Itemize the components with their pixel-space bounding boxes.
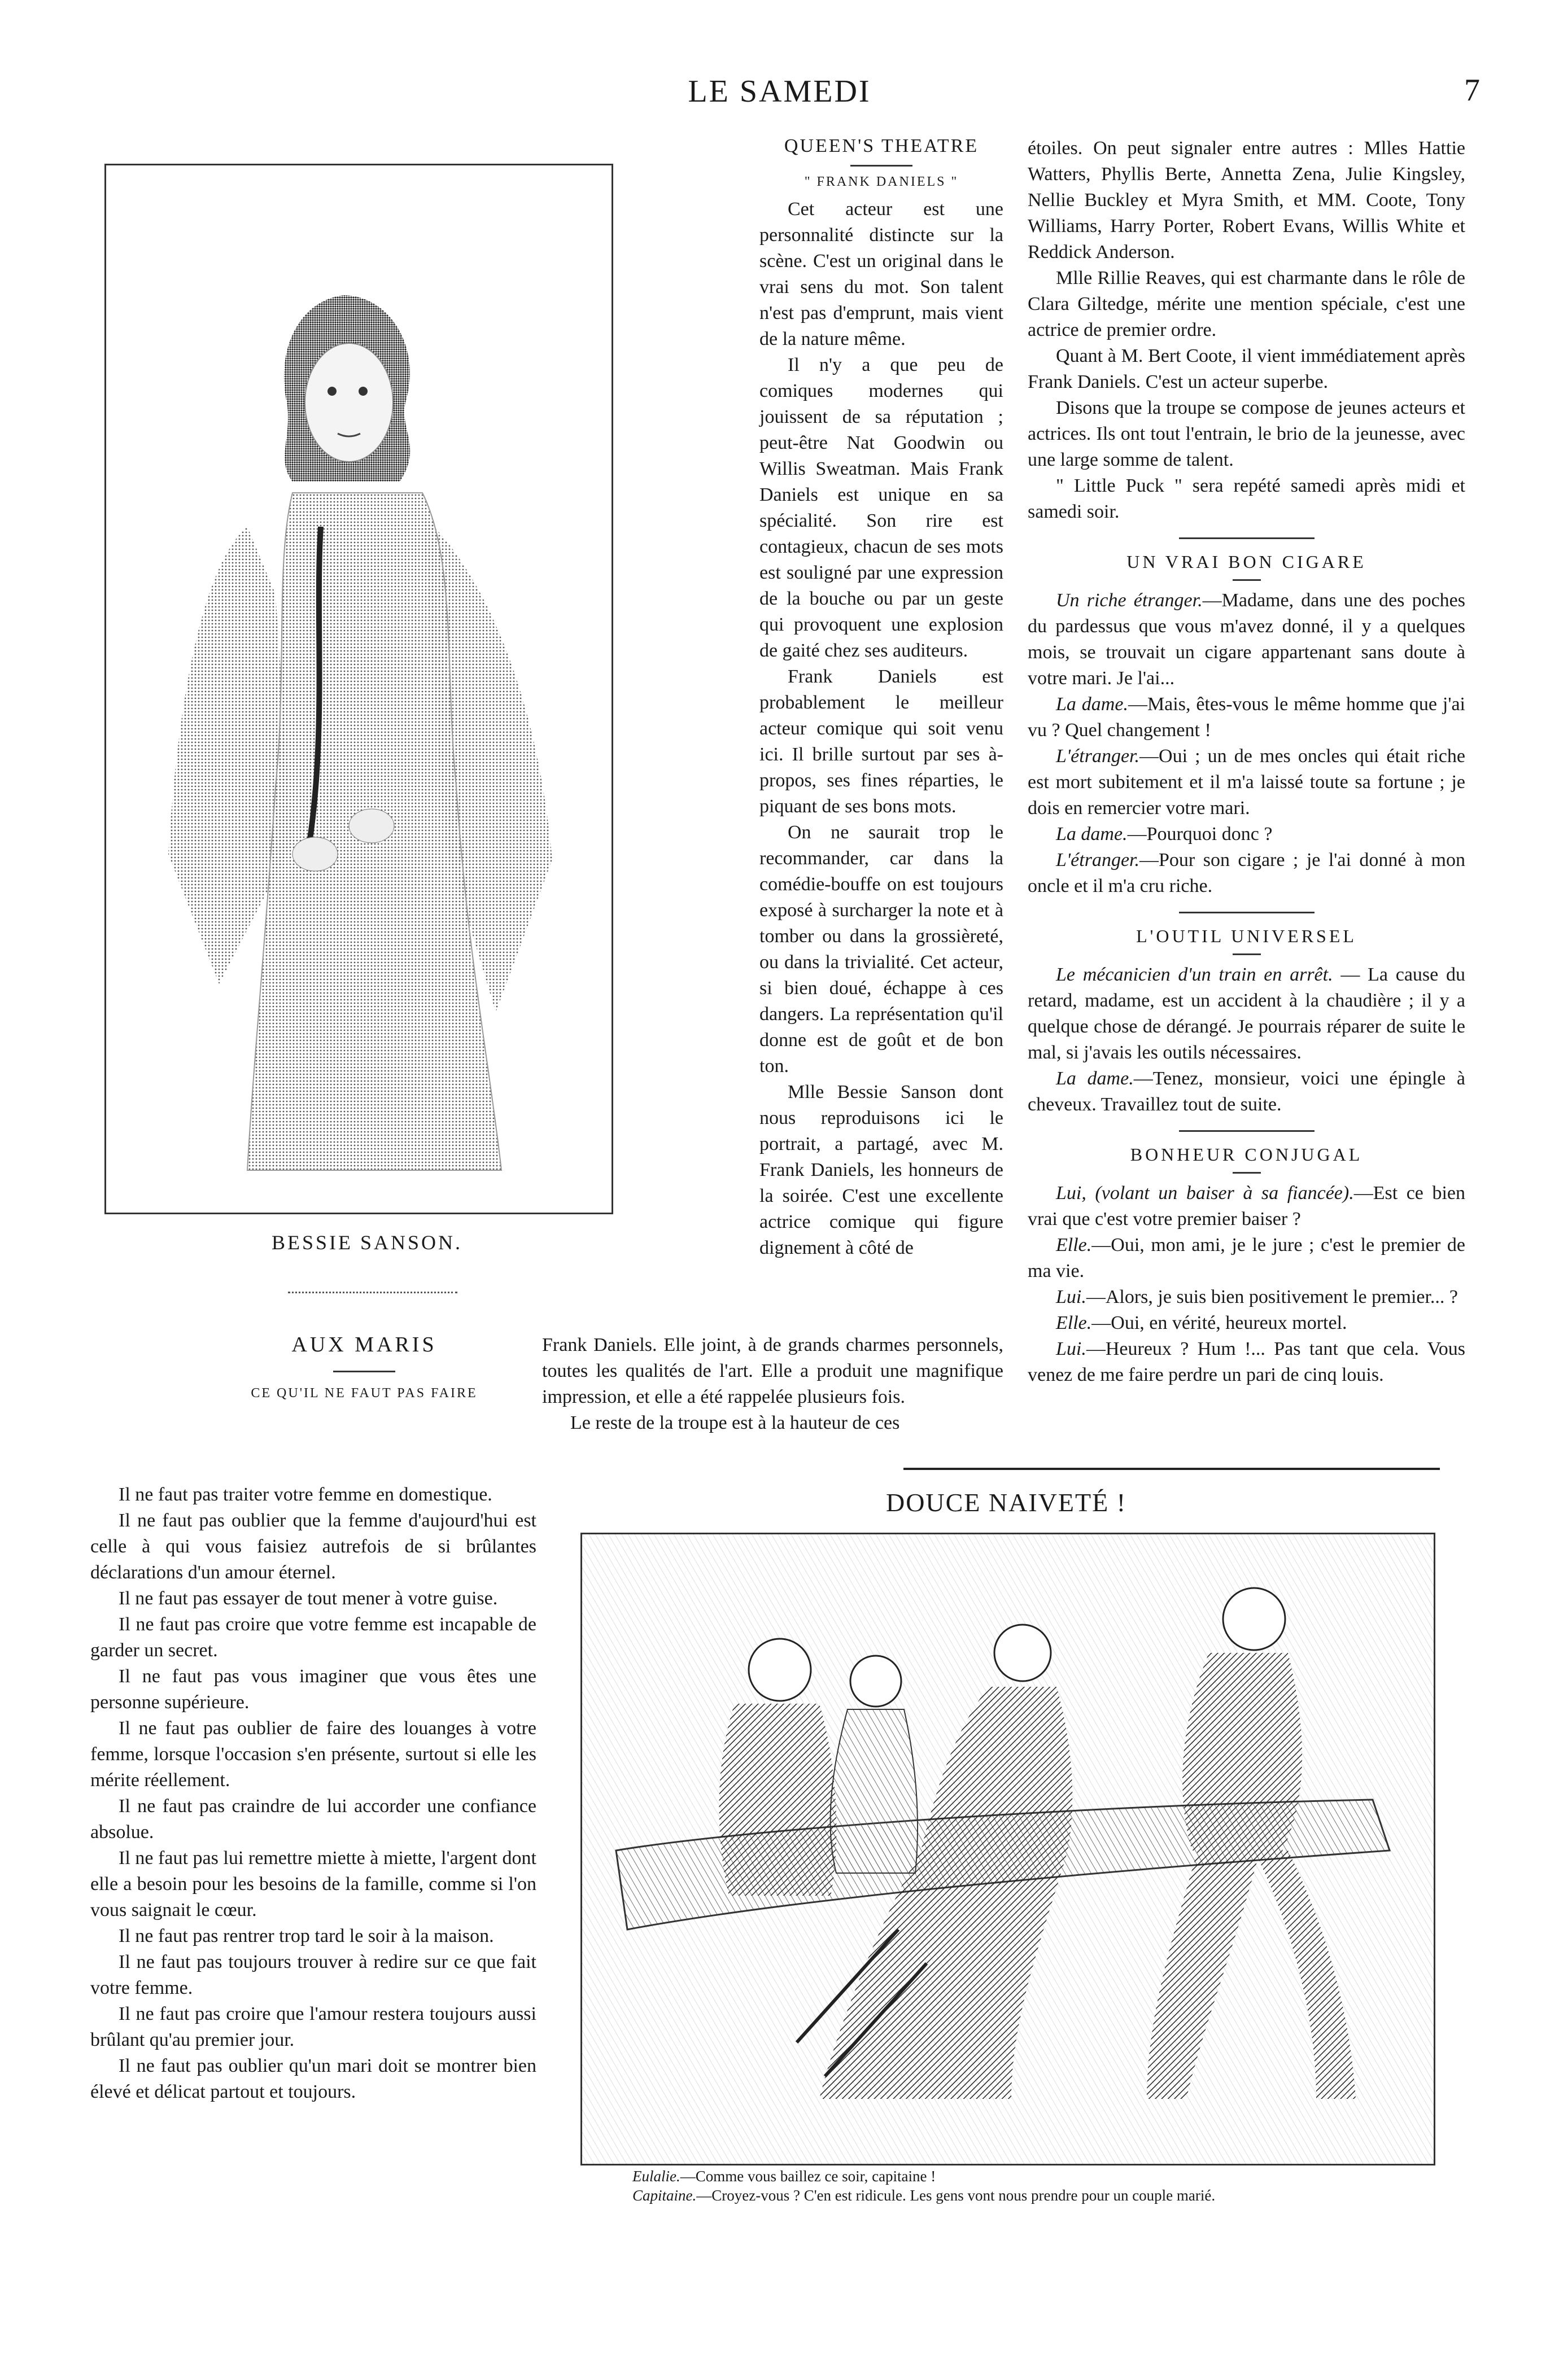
dialogue-line [1028,692,1465,743]
paragraph: Le reste de la troupe est à la hauteur de ces [570,1412,900,1433]
cartoon-caption [632,2167,1434,2205]
paragraph: Il ne faut pas traiter votre femme en domestique. [119,1484,492,1505]
paragraph: Il ne faut pas lui remettre miette à miette, l'argent dont elle a besoin pour les besoins de la famille, comme si l'on vous saignait le cœur. [90,1848,536,1920]
cartoon-illustration [580,1533,1435,2165]
aux-maris-title: AUX MARIS [291,1333,437,1357]
queens-theatre-title: QUEEN'S THEATRE [784,135,979,156]
paragraph: Il ne faut pas oublier que la femme d'aujourd'hui est celle à qui vous faisiez autrefois de si brûlantes déclarations d'un amour éternel. [90,1510,536,1583]
dialogue-text: —Oui ; un de mes oncles qui était riche est mort subitement et il m'a laissé toute sa fortune ; je dois en remercier votre mari. [1028,746,1465,819]
dialogue-text: —Est ce bien vrai que c'est votre premier baiser ? [1028,1183,1465,1230]
dialogue-line [1028,847,1465,899]
separator [1179,537,1315,539]
bonheur-title: BONHEUR CONJUGAL [1130,1144,1363,1165]
dialogue-line [1028,1310,1465,1336]
dialogue-text: —Tenez, monsieur, voici une épingle à cheveux. Travaillez tout de suite. [1028,1068,1465,1115]
cigare-title: UN VRAI BON CIGARE [1126,552,1366,572]
dialogue-line [1028,1180,1465,1232]
dialogue-text: —Pourquoi donc ? [1127,824,1273,845]
dialogue-text: — La cause du retard, madame, est un accident à la chaudière ; il y a quelque chose de dérangé. Je pourrais réparer de suite le mal, si j'avais les outils nécessaires. [1028,964,1465,1063]
speaker: Eulalie. [632,2168,680,2185]
right-column [1028,135,1465,1388]
speaker: L'étranger. [1056,746,1140,767]
paragraph: Il ne faut pas craindre de lui accorder une confiance absolue. [90,1796,536,1843]
speaker: La dame. [1056,1068,1134,1089]
speaker: Capitaine. [632,2187,697,2204]
speaker: Lui, (volant un baiser à sa fiancée). [1056,1183,1354,1204]
page-header-title: LE SAMEDI [688,74,871,109]
speaker: Un riche étranger. [1056,590,1203,611]
dialogue-text: —Madame, dans une des poches du pardessus que vous m'avez donné, il y a quelques mois, se trouvait un cigare appartenant sans doute à votre mari. Je l'ai... [1028,590,1465,689]
paragraph: Il ne faut pas croire que votre femme est incapable de garder un secret. [90,1614,536,1661]
dialogue-text: —Mais, êtes-vous le même homme que j'ai vu ? Quel changement ! [1028,694,1465,741]
bessie-sanson-portrait-image [106,165,612,1213]
caption-line [632,2167,1434,2186]
title-rule [850,165,912,167]
page-number: 7 [1464,73,1480,108]
separator [1179,1130,1315,1132]
aux-maris-subtitle: CE QU'IL NE FAUT PAS FAIRE [251,1386,478,1401]
portrait-photo [104,164,613,1214]
dialogue-text: —Alors, je suis bien positivement le premier... ? [1086,1287,1458,1307]
speaker: L'étranger. [1056,850,1140,870]
speaker: Elle. [1056,1235,1092,1255]
outil-title: L'OUTIL UNIVERSEL [1136,926,1357,946]
speaker: Elle. [1056,1313,1092,1333]
title-rule [1233,953,1261,955]
paragraph: On ne saurait trop le recommander, car dans la comédie-bouffe on est toujours exposé à surcharger la note et à tomber ou dans la grossièreté, ou dans la trivialité. Cet acteur, si bien doué, échappe à ces dangers. La représentation qu'il donne est de goût et de bon ton. [759,822,1003,1077]
dialogue-line [1028,588,1465,692]
title-rule [1233,579,1261,581]
speaker: La dame. [1056,694,1128,715]
queens-theatre-section [759,135,1003,1261]
paragraph: Il ne faut pas essayer de tout mener à votre guise. [119,1588,498,1609]
paragraph: étoiles. On peut signaler entre autres : Mlles Hattie Watters, Phyllis Berte, Annetta Zena, Julie Kingsley, Nellie Buckley et Myra Smith, et MM. Coote, Tony Williams, Harry Porter, Robert Evans, Willis White et Reddick Anderson. [1028,138,1465,262]
dialogue-line [1028,743,1465,821]
speaker: Le mécanicien d'un train en arrêt. [1056,964,1333,985]
dialogue-text: —Heureux ? Hum !... Pas tant que cela. Vous venez de me faire perdre un pari de cinq louis. [1028,1338,1465,1385]
douce-naivete-drawing [582,1534,1434,2164]
separator [288,1292,457,1293]
dialogue-line [1028,1066,1465,1118]
paragraph: Mlle Bessie Sanson dont nous reproduisons ici le portrait, a partagé, avec M. Frank Daniels, les honneurs de la soirée. C'est une excellente actrice comique qui figure dignement à côté de [759,1082,1003,1258]
caption-line [632,2186,1434,2205]
dialogue-line [1028,962,1465,1066]
title-rule [333,1371,395,1372]
speaker: La dame. [1056,824,1128,845]
queens-theatre-continued [542,1332,1003,1436]
title-rule [1233,1172,1261,1174]
dialogue-text: —Oui, en vérité, heureux mortel. [1091,1313,1347,1333]
paragraph: Il ne faut pas toujours trouver à redire sur ce que fait votre femme. [90,1952,536,1998]
queens-theatre-subtitle: " FRANK DANIELS " [804,174,959,189]
dialogue-line [1028,821,1465,847]
aux-maris-body [90,1482,536,2105]
paragraph: Disons que la troupe se compose de jeunes acteurs et actrices. Ils ont tout l'entrain, le brio de la jeunesse, avec une large somme de talent. [1028,397,1465,470]
cartoon-title: DOUCE NAIVETÉ ! [885,1488,1127,1517]
speaker: Lui. [1056,1287,1086,1307]
paragraph: Il ne faut pas oublier de faire des louanges à votre femme, lorsque l'occasion s'en présente, surtout si elle les mérite réellement. [90,1718,536,1791]
caption-text: —Comme vous baillez ce soir, capitaine ! [680,2168,936,2185]
aux-maris-section [124,1332,604,1401]
paragraph: Il ne faut pas vous imaginer que vous êtes une personne supérieure. [90,1666,536,1713]
portrait-caption: BESSIE SANSON. [271,1231,463,1254]
separator [1179,912,1315,913]
dialogue-line [1028,1284,1465,1310]
dialogue-text: —Pour son cigare ; je l'ai donné à mon oncle et il m'a cru riche. [1028,850,1465,896]
paragraph: Il n'y a que peu de comiques modernes qui jouissent de sa réputation ; peut-être Nat Goodwin ou Willis Sweatman. Mais Frank Daniels est unique en sa spécialité. Son rire est contagieux, chacun de ses mots est souligné par une expression de la bouche ou par un geste qui provoquent une explosion de gaité chez ses auditeurs. [759,355,1003,661]
paragraph: " Little Puck " sera repété samedi après midi et samedi soir. [1028,475,1465,522]
dialogue-text: —Oui, mon ami, je le jure ; c'est le premier de ma vie. [1028,1235,1465,1281]
paragraph: Frank Daniels est probablement le meilleur acteur comique qui soit venu ici. Il brille surtout par ses à-propos, ses fines réparties, le piquant de ses bons mots. [759,666,1003,817]
cartoon-rule [903,1468,1440,1470]
paragraph: Mlle Rillie Reaves, qui est charmante dans le rôle de Clara Giltedge, mérite une mention spéciale, c'est une actrice de premier ordre. [1028,268,1465,340]
dialogue-line [1028,1336,1465,1388]
paragraph: Cet acteur est une personnalité distincte sur la scène. C'est un original dans le vrai sens du mot. Son talent n'est pas d'emprunt, mais vient de la nature même. [759,199,1003,349]
paragraph: Il ne faut pas rentrer trop tard le soir à la maison. [119,1926,494,1946]
paragraph: Frank Daniels. Elle joint, à de grands charmes personnels, toutes les qualités de l'art. Elle a produit une magnifique impression, et elle a été rappelée plusieurs fois. [542,1335,1003,1407]
speaker: Lui. [1056,1338,1086,1359]
paragraph: Il ne faut pas croire que l'amour restera toujours aussi brûlant qu'au premier jour. [90,2003,536,2050]
paragraph: Quant à M. Bert Coote, il vient immédiatement après Frank Daniels. C'est un acteur superbe. [1028,345,1465,392]
caption-text: —Croyez-vous ? C'en est ridicule. Les gens vont nous prendre pour un couple marié. [696,2187,1216,2204]
paragraph: Il ne faut pas oublier qu'un mari doit se montrer bien élevé et délicat partout et toujours. [90,2055,536,2102]
dialogue-line [1028,1232,1465,1284]
